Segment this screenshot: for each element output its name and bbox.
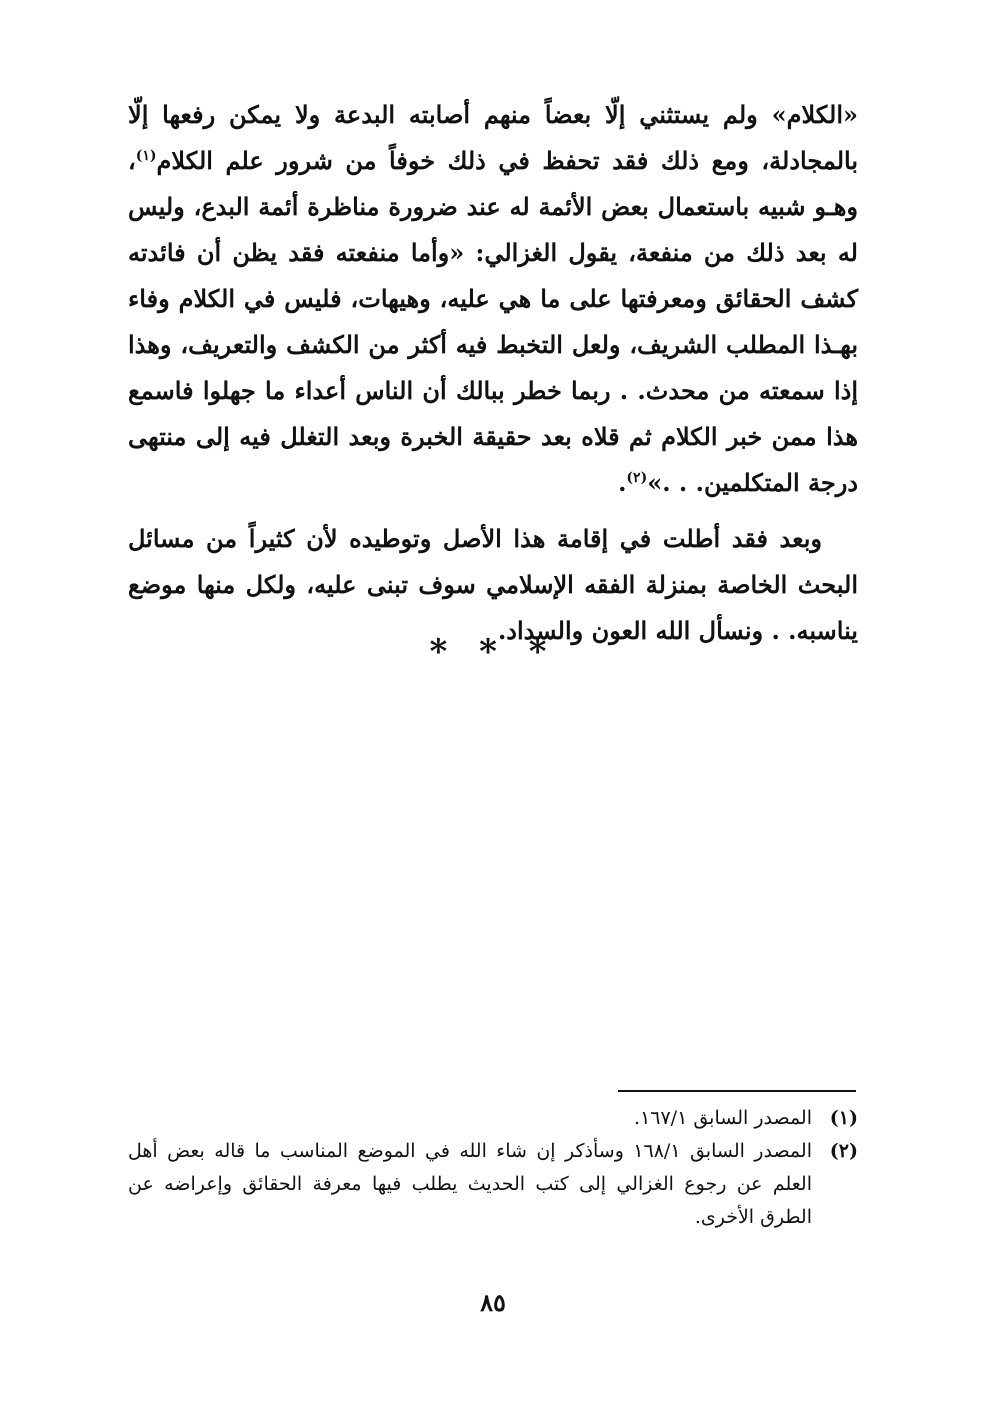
footnote-divider bbox=[618, 1090, 856, 1092]
paragraph-2: وبعد فقد أطلت في إقامة هذا الأصل وتوطيده لأن كثيراً من مسائل البحث الخاصة بمنزلة الفقه الإسلامي سوف تبنى عليه، ولكل منها موضع يناسبه. . ونسأل الله العون والسداد. bbox=[128, 524, 858, 645]
footnote-1-number: (١) bbox=[829, 1107, 858, 1129]
main-text bbox=[128, 92, 858, 654]
page-number: ٨٥ bbox=[480, 1288, 506, 1317]
paragraph-1-end: . bbox=[618, 468, 627, 497]
paragraph-1-part-2: ، وهـو شبيه باستعمال بعض الأئمة له عند ضرورة مناظرة أئمة البدع، وليس له بعد ذلك من منفعة، يقول الغزالي: «وأما منفعته فقد يظن أن فائدته كشف الحقائق ومعرفتها على ما هي عليه، وهيهات، فليس في الكلام وفاء بهـذا المطلب الشريف، ولعل التخبط فيه أكثر من الكشف والتعريف، وهذا إذا سمعته من محدث. . ربما خطر ببالك أن الناس أعداء ما جهلوا فاسمع هذا ممن خبر الكلام ثم قلاه بعد حقيقة الخبرة وبعد التغلل فيه إلى منتهى درجة المتكلمين. . .» bbox=[128, 146, 858, 497]
footnote-ref-2: (٢) bbox=[626, 470, 648, 486]
footnote-ref-1: (١) bbox=[135, 148, 157, 164]
paragraph-1 bbox=[128, 92, 858, 506]
footnote-2-text: المصدر السابق ١٦٨/١ وسأذكر إن شاء الله في الموضع المناسب ما قاله بعض أهل العلم عن رجوع الغزالي إلى كتب الحديث يطلب فيها معرفة الحقائق وإعراضه عن الطرق الأخرى. bbox=[128, 1140, 812, 1228]
section-separator: * * * bbox=[429, 632, 557, 672]
footnote-2-number: (٢) bbox=[829, 1140, 858, 1162]
footnotes bbox=[128, 1102, 858, 1234]
footnote-1-text: المصدر السابق ١٦٧/١. bbox=[634, 1107, 812, 1129]
footnote-1 bbox=[128, 1102, 858, 1135]
footnote-2 bbox=[128, 1135, 858, 1234]
paragraph-1-part-1: «الكلام» ولم يستثني إلّا بعضاً منهم أصابته البدعة ولا يمكن رفعها إلّا بالمجادلة، ومع ذلك فقد تحفظ في ذلك خوفاً من شرور علم الكلام bbox=[128, 100, 858, 175]
